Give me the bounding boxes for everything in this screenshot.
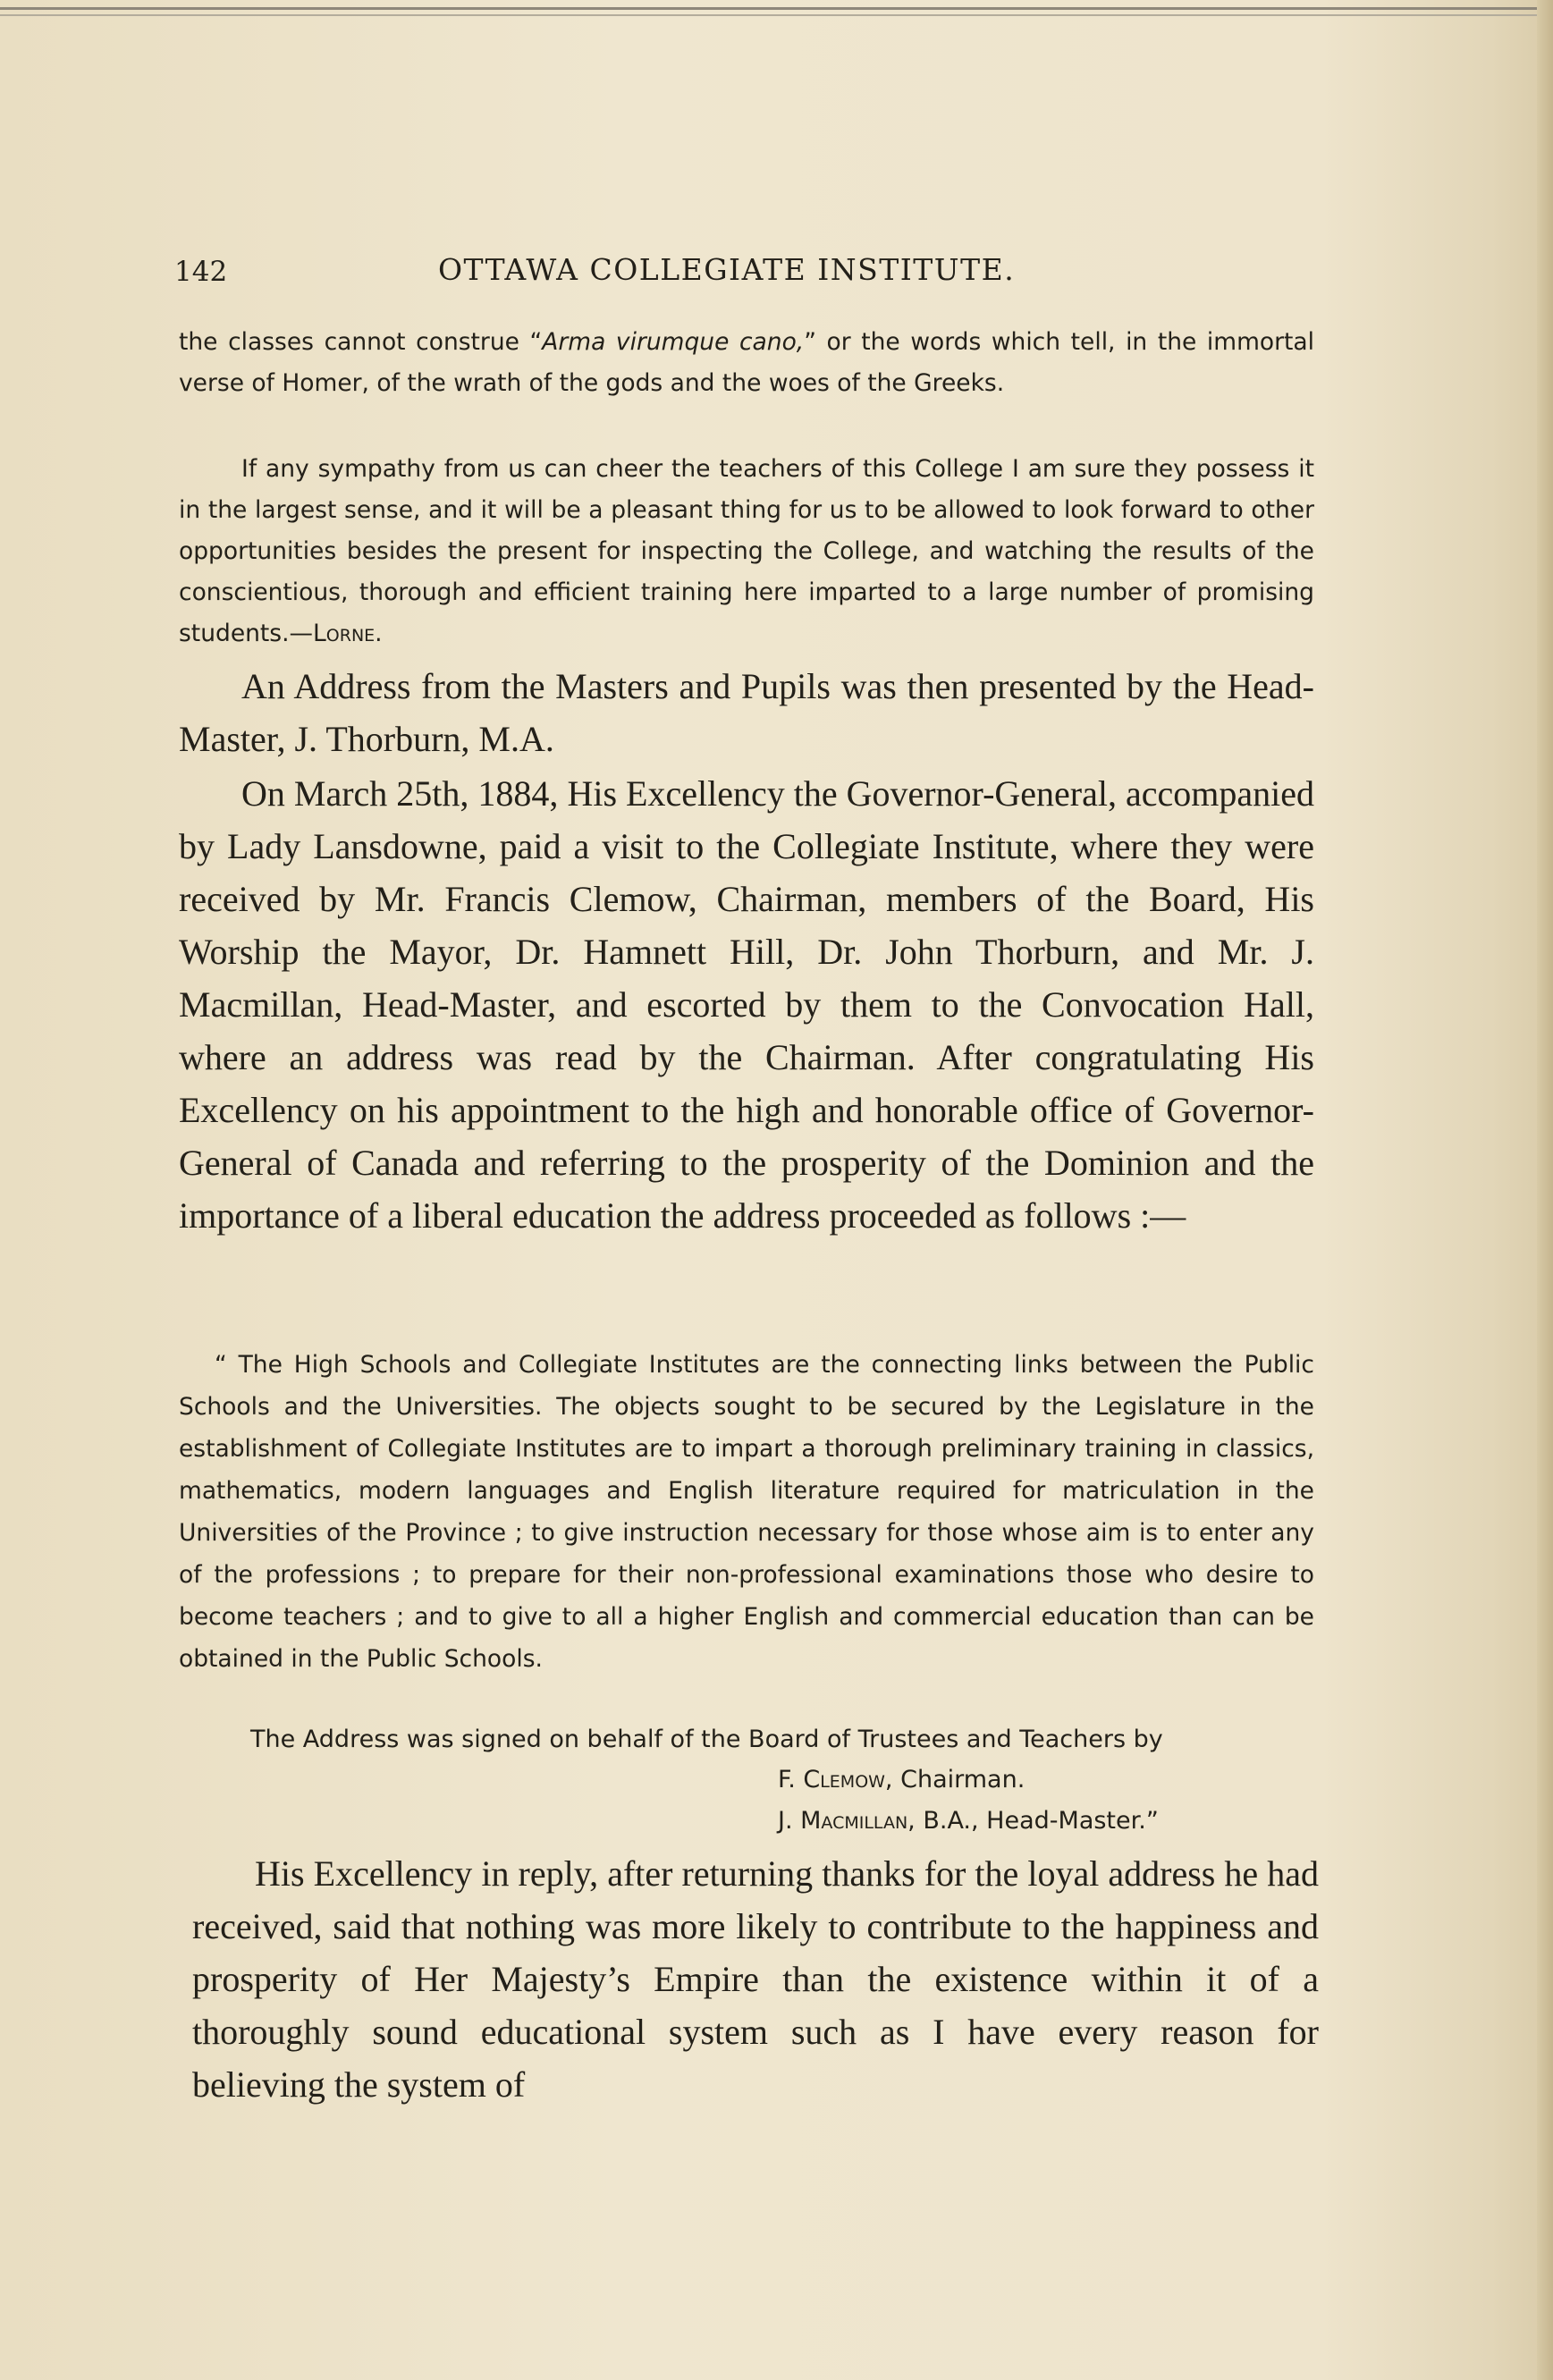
address-signed-line: The Address was signed on behalf of the Board of Trustees and Teachers by [250, 1726, 1163, 1753]
latin-quote: Arma virumque cano, [542, 328, 805, 356]
body-paragraph-visit: On March 25th, 1884, His Excellency the Governor-General, accompanied by Lady Lansdowne, paid a visit to the Collegiate Institute, where they were received by Mr. Francis Clemow, Chairman, members of the Board, His Worship the Mayor, Dr. Hamnett Hill, Dr. John Thorburn, and Mr. J. Macmillan, Head-Master, and escorted by them to the Convocation Hall, where an address was read by the Chairman. After congratulating His Excellency on his appointment to the high and honorable office of Governor-General of Canada and referring to the prosperity of the Dominion and the importance of a liberal education the address proceeded as follows :— [179, 773, 1314, 1236]
body-paragraph-address: An Address from the Masters and Pupils was then presented by the Head-Master, J. Thorburn, M.A. [179, 666, 1314, 759]
signature-chairman: F. Clemow, Chairman. [778, 1766, 1025, 1793]
top-rule-secondary [0, 14, 1553, 16]
running-title: OTTAWA COLLEGIATE INSTITUTE. [438, 252, 1016, 287]
body-paragraph-reply: His Excellency in reply, after returning thanks for the loyal address he had received, said that nothing was more likely to contribute to the happiness and prosperity of Her Majesty’s Empire than the existence within it of a thoroughly sound educational system such as I have every reason for believing the system of [192, 1853, 1319, 2105]
letter-paragraph-2: If any sympathy from us can cheer the teachers of this College I am sure they possess it in the largest sense, and it will be a pleasant thing for us to be allowed to look forward to other opportunities besides the present for inspecting the College, and watching the results of the conscientious, thorough and efficient training here imparted to a large number of promising students.—Lorne. [179, 455, 1314, 647]
letter-signature: Lorne. [313, 620, 383, 647]
page-header [174, 252, 1328, 297]
letter-paragraph-1: the classes cannot construe “Arma virumque cano,” or the words which tell, in the immortal verse of Homer, of the wrath of the gods and the woes of the Greeks. [179, 328, 1314, 397]
signature-headmaster: J. Macmillan, B.A., Head-Master.” [778, 1807, 1159, 1835]
address-quote: “ The High Schools and Collegiate Institutes are the connecting links between the Public Schools and the Universities. The objects sought to be secured by the Legislature in the establishment of Collegiate Institutes are to impart a thorough preliminary training in classics, mathematics, modern languages and English literature required for matriculation in the Universities of the Province ; to give instruction necessary for those whose aim is to enter any of the professions ; to prepare for their non-professional examinations those who desire to become teachers ; and to give to all a higher English and commercial education than can be obtained in the Public Schools. [179, 1351, 1314, 1673]
page-number: 142 [174, 256, 228, 288]
top-rule [0, 7, 1553, 10]
page-edge [1537, 0, 1553, 2380]
